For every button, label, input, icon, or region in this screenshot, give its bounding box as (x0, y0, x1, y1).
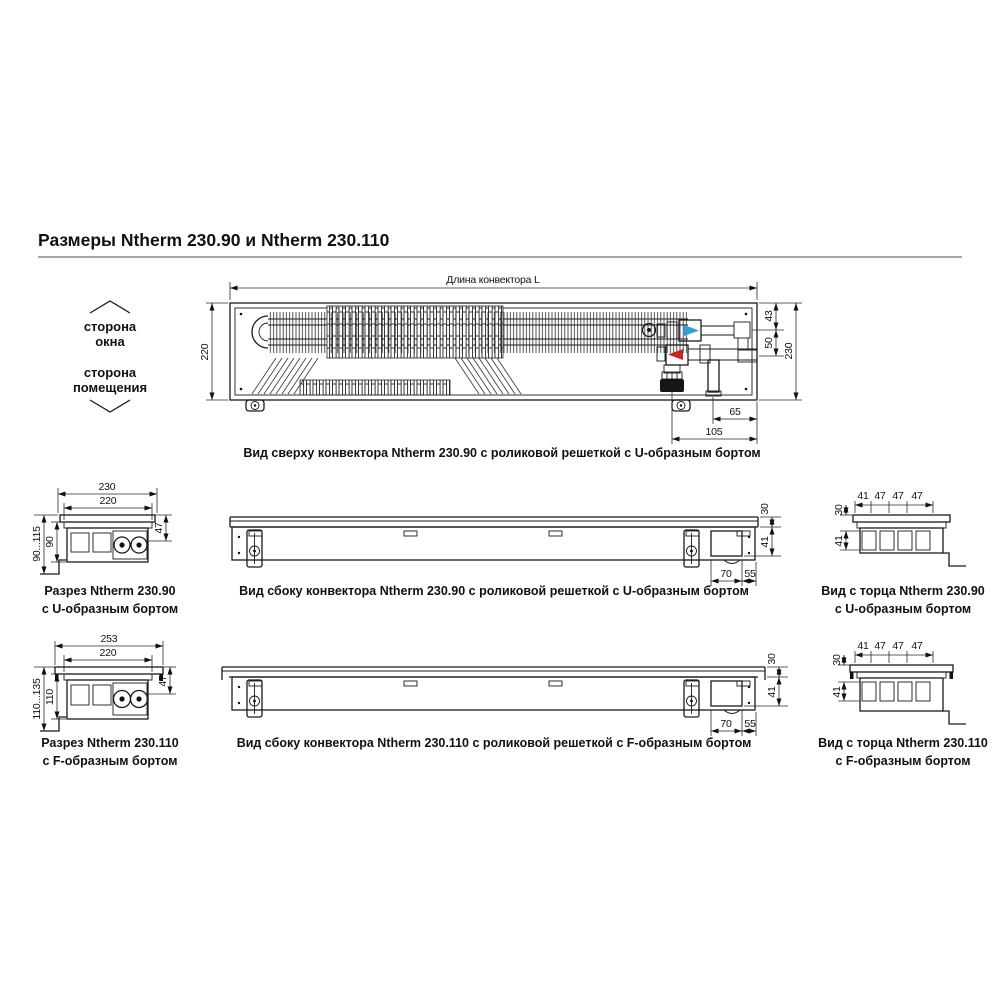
side-view-230-110 (222, 653, 788, 750)
floor-hook (943, 711, 966, 724)
section110-inner-dim: 220 (99, 647, 117, 659)
page-title: Размеры Ntherm 230.90 и Ntherm 230.110 (38, 230, 390, 250)
section110-outer-dim: 253 (100, 633, 118, 645)
room-side-label-2: помещения (72, 380, 148, 395)
end110-w2: 47 (874, 640, 886, 652)
end-view-230-90 (821, 490, 985, 616)
side110-dim-55: 55 (744, 718, 756, 730)
floor-hook (943, 553, 966, 566)
dim-230: 230 (783, 342, 795, 360)
side90-caption: Вид сбоку конвектора Ntherm 230.90 с роликовой решеткой с U-образным бортом (239, 584, 749, 598)
section90-caption-1: Разрез Ntherm 230.90 (44, 584, 176, 598)
side90-dim-55: 55 (744, 568, 756, 580)
end110-dim-30: 30 (831, 654, 843, 666)
side90-dim-70: 70 (720, 568, 732, 580)
end110-dim-41: 41 (831, 686, 843, 698)
top-view-caption: Вид сверху конвектора Ntherm 230.90 с роликовой решеткой с U-образным бортом (243, 446, 761, 460)
dim-50: 50 (763, 337, 775, 349)
section90-outer-dim: 230 (98, 481, 116, 493)
end110-w4: 47 (911, 640, 923, 652)
pipe-u-bend (252, 316, 268, 348)
dim-65: 65 (729, 406, 741, 418)
section110-range-dim: 110...135 (31, 678, 43, 720)
end90-w3: 47 (892, 490, 904, 502)
chevron-up-icon (90, 301, 130, 313)
window-side-label-1: сторона (83, 319, 137, 334)
side-view-230-90 (230, 503, 781, 598)
end110-w3: 47 (892, 640, 904, 652)
section-230-90 (31, 481, 178, 616)
section90-lip-dim: 47 (153, 522, 165, 534)
side90-dim-30: 30 (759, 503, 771, 515)
end90-w1: 41 (857, 490, 869, 502)
section90-range-dim: 90...115 (31, 526, 43, 562)
end110-w1: 41 (857, 640, 869, 652)
room-side-label-1: сторона (83, 365, 137, 380)
side110-dim-41: 41 (766, 686, 778, 698)
end90-w4: 47 (911, 490, 923, 502)
section90-height-dim: 90 (44, 536, 56, 548)
side110-caption: Вид сбоку конвектора Ntherm 230.110 с роликовой решеткой с F-образным бортом (236, 736, 752, 750)
drain-pipe (708, 360, 719, 392)
section90-caption-2: с U-образным бортом (41, 602, 179, 616)
supply-flow-arrow (684, 325, 699, 336)
end-view-230-110 (818, 640, 988, 768)
end110-caption-1: Вид с торца Ntherm 230.110 (818, 736, 988, 750)
end90-caption-2: с U-образным бортом (834, 602, 972, 616)
valve-knob (660, 379, 684, 392)
end90-caption-1: Вид с торца Ntherm 230.90 (821, 584, 985, 598)
end90-dim-30: 30 (833, 504, 845, 516)
top-view (199, 274, 802, 460)
window-side-label-2: окна (95, 334, 125, 349)
length-dim-label: Длина конвектора L (446, 274, 540, 286)
dim-105: 105 (705, 426, 723, 438)
section110-caption-2: с F-образным бортом (42, 754, 178, 768)
section110-lip-dim: 47 (157, 675, 169, 687)
top-view-right-dims (752, 303, 802, 400)
orientation-room-side (73, 365, 147, 412)
end90-dim-41: 41 (833, 535, 845, 547)
side90-dim-41: 41 (759, 536, 771, 548)
side110-dim-70: 70 (720, 718, 732, 730)
end110-caption-2: с F-образным бортом (835, 754, 971, 768)
orientation-window-side (84, 301, 137, 349)
section110-caption-1: Разрез Ntherm 230.110 (41, 736, 179, 750)
dim-43: 43 (763, 310, 775, 322)
end90-w2: 47 (874, 490, 886, 502)
chevron-down-icon (90, 400, 130, 412)
side110-dim-30: 30 (766, 653, 778, 665)
depth-dim-value: 220 (199, 343, 211, 361)
mounting-feet (246, 400, 690, 411)
section-230-110 (31, 633, 179, 768)
section110-height-dim: 110 (44, 688, 56, 706)
section90-inner-dim: 220 (99, 495, 117, 507)
